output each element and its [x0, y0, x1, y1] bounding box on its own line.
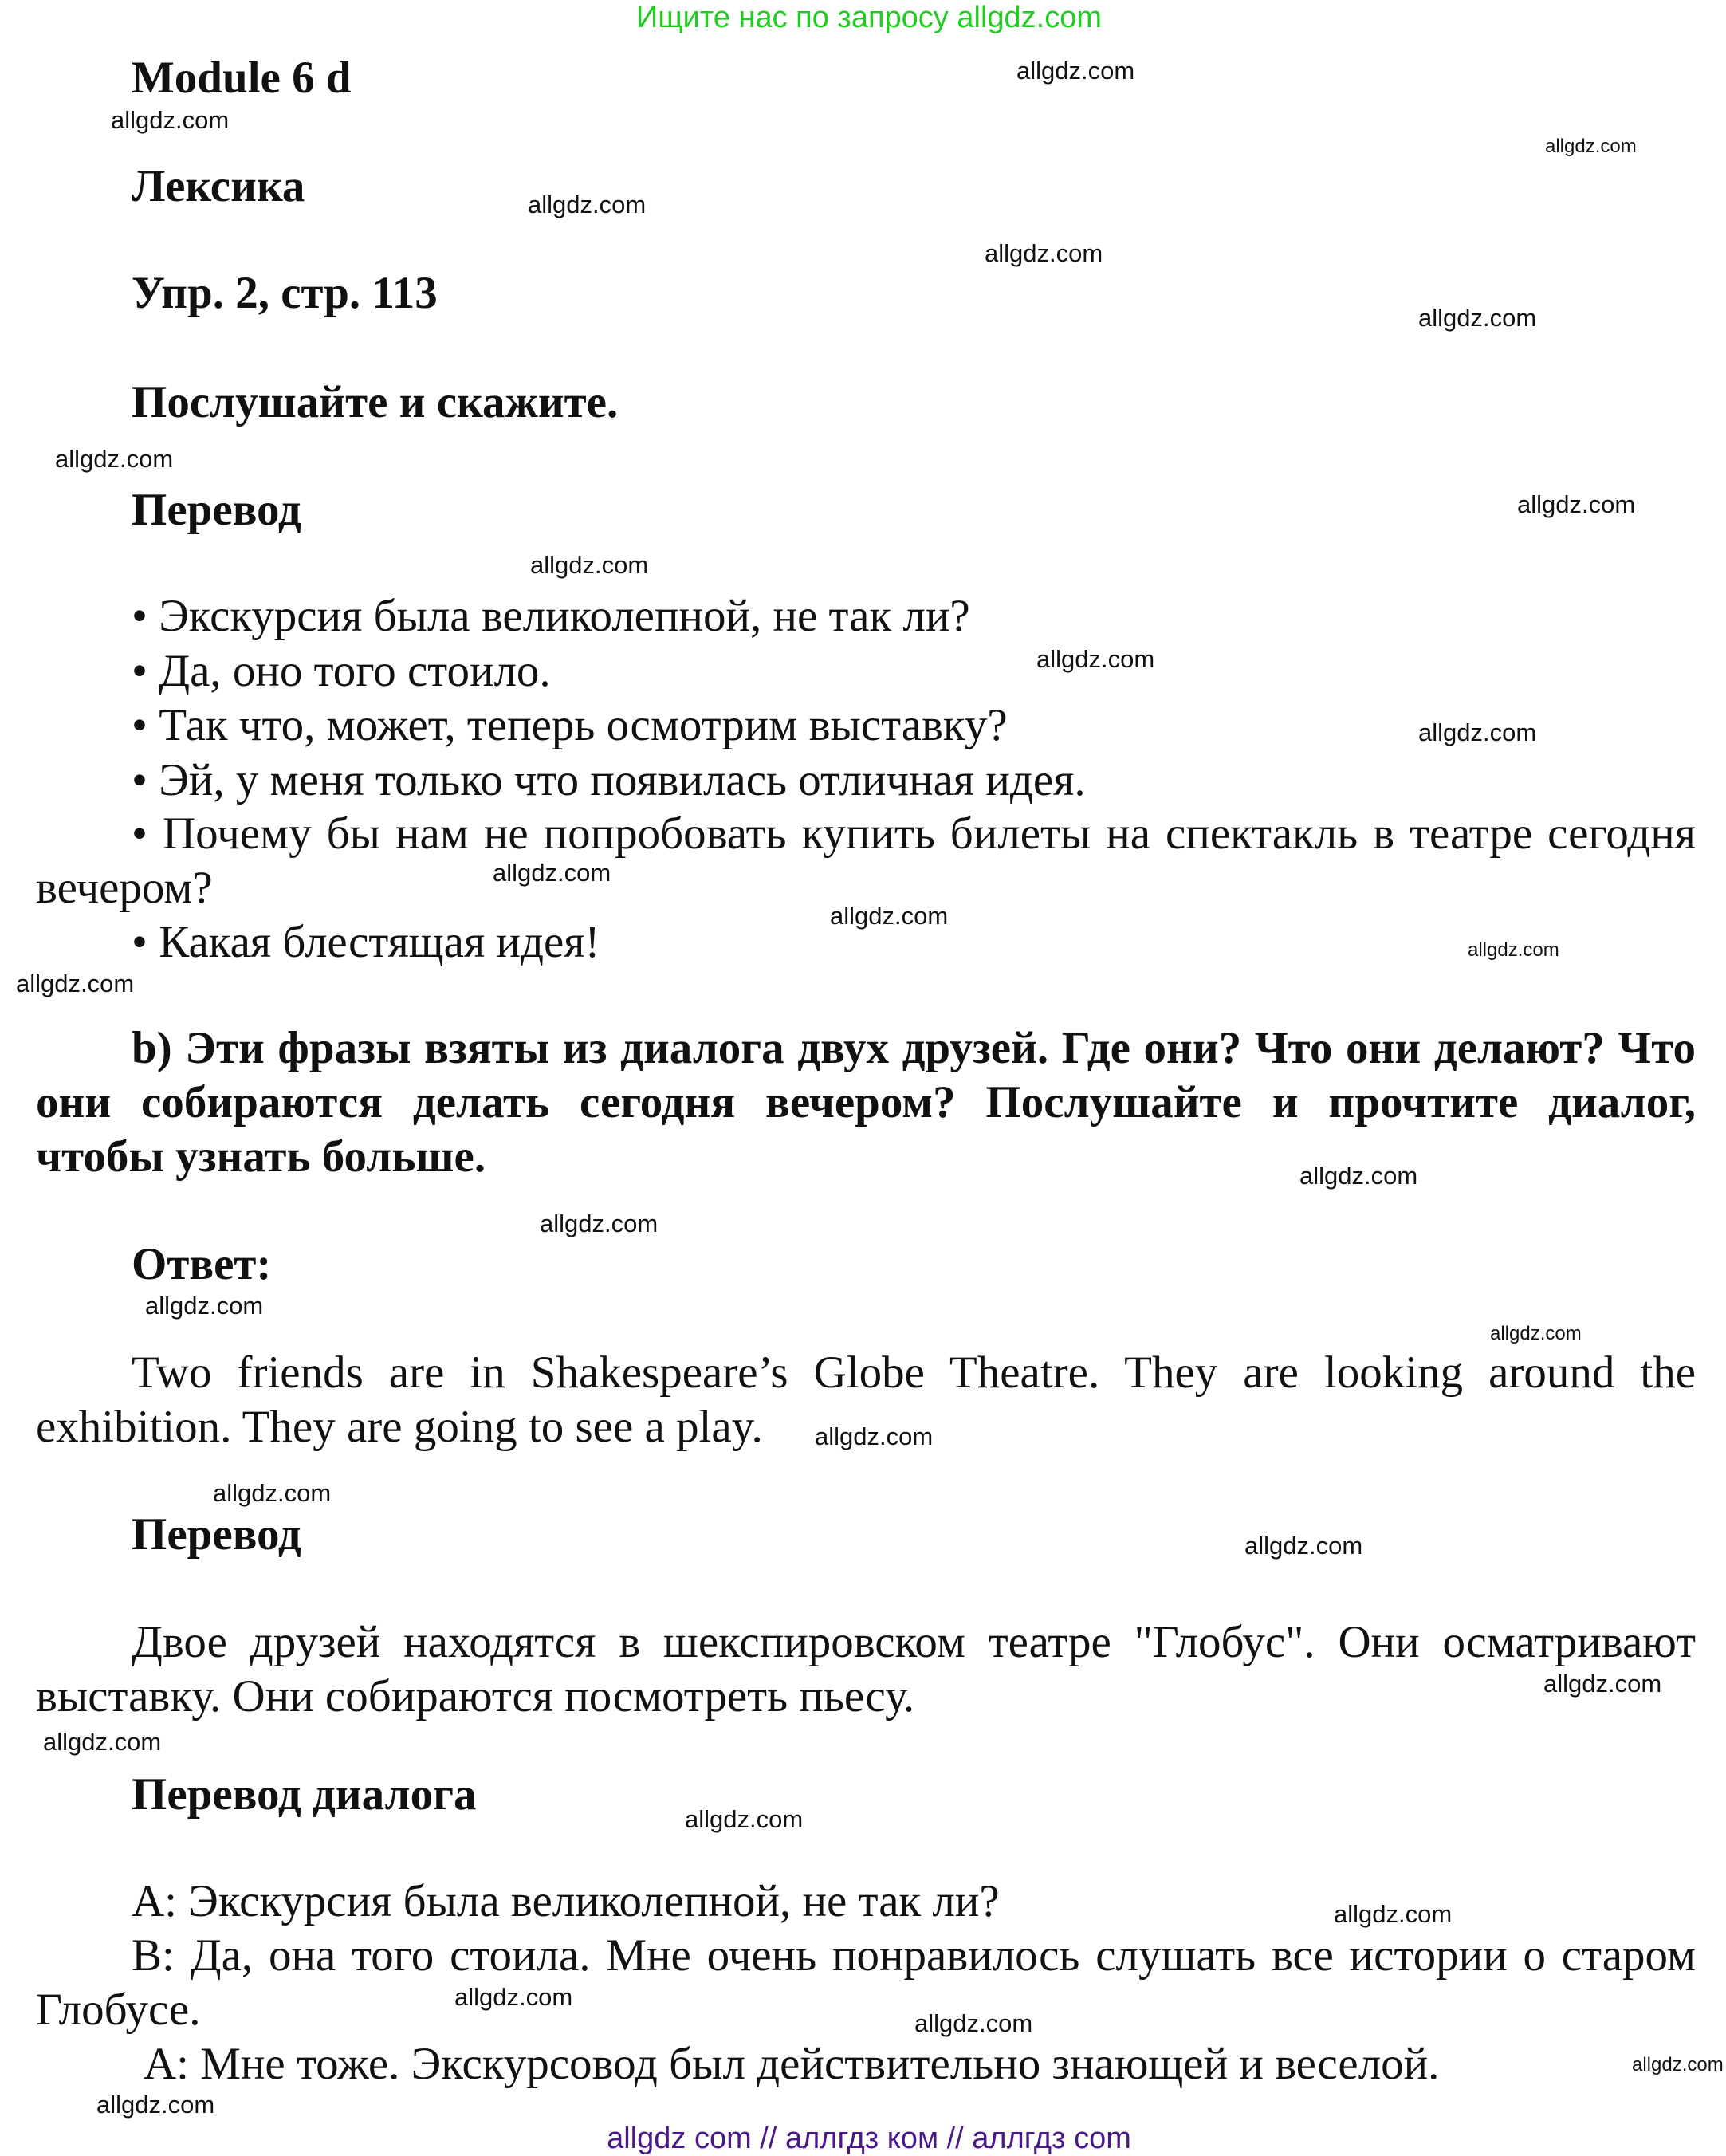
watermark: allgdz.com: [1468, 939, 1559, 961]
watermark: allgdz.com: [985, 239, 1103, 267]
watermark: allgdz.com: [1036, 645, 1155, 673]
bullet-line: • Экскурсия была великолепной, не так ли?: [132, 591, 970, 641]
answer-line: Two friends are in Shakespeare’s Globe Theatre. They are looking around the: [132, 1348, 1696, 1398]
section-heading: Лексика: [132, 161, 305, 211]
watermark: allgdz.com: [213, 1479, 332, 1507]
dialog-line: А: Мне тоже. Экскурсовод был действительно знающей и веселой.: [144, 2039, 1440, 2089]
watermark: allgdz.com: [145, 1292, 264, 1320]
task-b-line: чтобы узнать больше.: [36, 1131, 486, 1182]
watermark: allgdz.com: [454, 1983, 573, 2011]
watermark: allgdz.com: [540, 1210, 659, 1237]
module-title: Module 6 d: [132, 53, 352, 103]
footer-links: allgdz com // аллгдз ком // аллгдз com: [607, 2122, 1131, 2155]
dialog-line: А: Экскурсия была великолепной, не так ли?: [132, 1876, 1000, 1926]
watermark: allgdz.com: [1334, 1900, 1453, 1928]
answer-line: exhibition. They are going to see a play.: [36, 1402, 763, 1452]
watermark: allgdz.com: [914, 2009, 1033, 2037]
answer-heading: Ответ:: [132, 1239, 272, 1289]
watermark: allgdz.com: [493, 859, 611, 887]
dialog-line: В: Да, она того стоила. Мне очень понравилось слушать все истории о старом: [132, 1930, 1696, 1981]
promo-banner: Ищите нас по запросу allgdz.com: [635, 1, 1102, 34]
dialog-line: Глобусе.: [36, 1985, 201, 2035]
watermark: allgdz.com: [1632, 2054, 1724, 2075]
watermark: allgdz.com: [43, 1728, 162, 1756]
bullet-line: вечером?: [36, 863, 213, 913]
bullet-line: • Так что, может, теперь осмотрим выставку?: [132, 700, 1008, 750]
watermark: allgdz.com: [1517, 490, 1636, 518]
watermark: allgdz.com: [530, 551, 649, 579]
watermark: allgdz.com: [1299, 1162, 1418, 1190]
watermark: allgdz.com: [685, 1805, 804, 1833]
task-b-line: b) Эти фразы взяты из диалога двух друзей. Где они? Что они делают? Что: [132, 1023, 1696, 1073]
watermark: allgdz.com: [1543, 1670, 1662, 1698]
exercise-heading: Упр. 2, стр. 113: [132, 268, 438, 318]
watermark: allgdz.com: [55, 445, 174, 473]
translation-heading: Перевод: [132, 485, 301, 535]
watermark: allgdz.com: [1418, 304, 1537, 332]
watermark: allgdz.com: [111, 106, 230, 134]
translation2-heading: Перевод: [132, 1509, 301, 1560]
watermark: allgdz.com: [1490, 1323, 1582, 1344]
translation2-line: Двое друзей находятся в шекспировском театре "Глобус". Они осматривают: [132, 1617, 1696, 1667]
task-a: Послушайте и скажите.: [132, 377, 619, 427]
bullet-line: • Да, оно того стоило.: [132, 646, 551, 696]
bullet-line: • Эй, у меня только что появилась отличная идея.: [132, 755, 1086, 805]
watermark: allgdz.com: [1545, 136, 1637, 157]
watermark: allgdz.com: [1244, 1532, 1363, 1560]
watermark: allgdz.com: [815, 1422, 934, 1450]
watermark: allgdz.com: [830, 902, 949, 930]
bullet-line: • Какая блестящая идея!: [132, 917, 600, 967]
dialog-heading: Перевод диалога: [132, 1769, 477, 1820]
watermark: allgdz.com: [1418, 718, 1537, 746]
watermark: allgdz.com: [1016, 57, 1135, 85]
watermark: allgdz.com: [528, 191, 647, 218]
translation2-line: выставку. Они собираются посмотреть пьесу.: [36, 1671, 915, 1721]
task-b-line: они собираются делать сегодня вечером? Послушайте и прочтите диалог,: [36, 1077, 1696, 1127]
watermark: allgdz.com: [16, 970, 135, 997]
bullet-line: • Почему бы нам не попробовать купить билеты на спектакль в театре сегодня: [132, 808, 1696, 859]
watermark: allgdz.com: [96, 2091, 215, 2119]
